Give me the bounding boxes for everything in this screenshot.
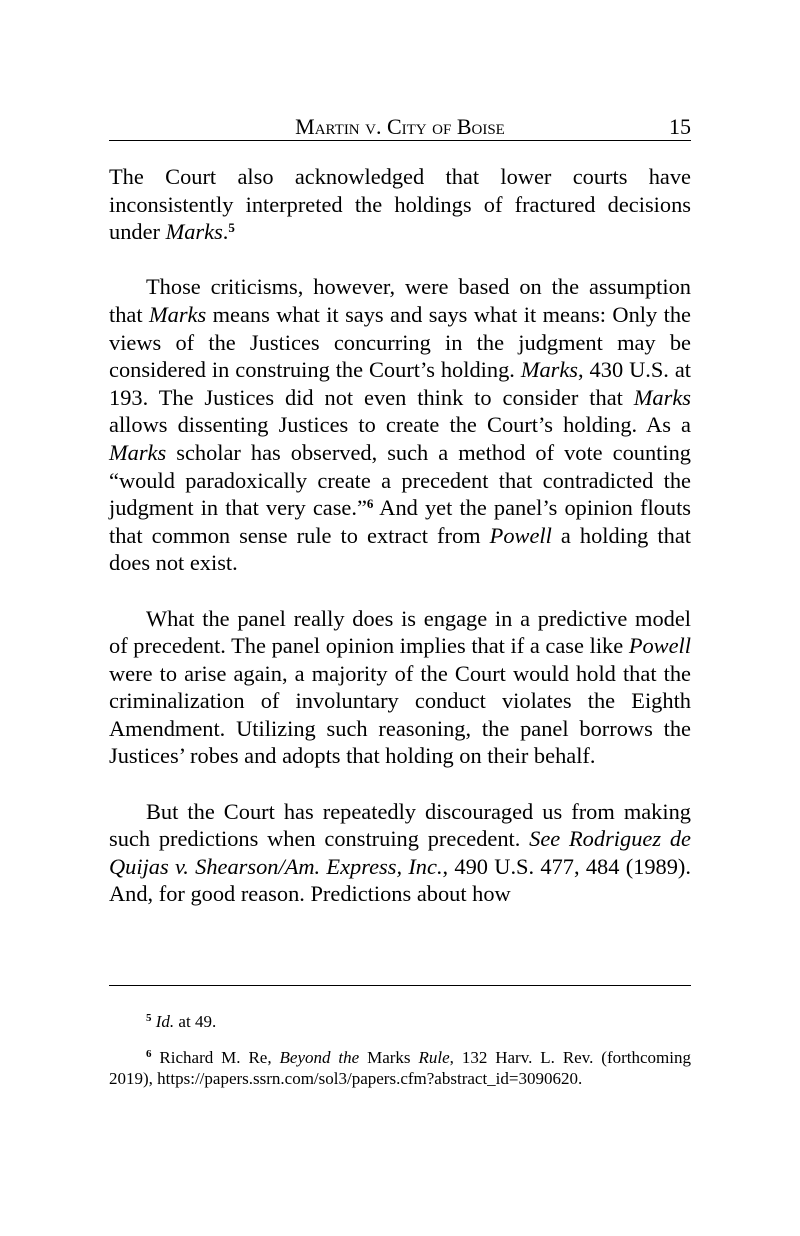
- paragraph-text: allows dissenting Justices to create the Court’s holding. As a: [109, 412, 691, 438]
- paragraph-4: [109, 798, 691, 908]
- footnote-url-link[interactable]: https://papers.ssrn.com/sol3/papers.cfm?abstract_id=3090620: [157, 1069, 578, 1088]
- paragraph-text: .: [222, 219, 229, 245]
- case-citation: See Rodriguez de Quijas v. Shearson/Am. Express, Inc.: [109, 826, 691, 879]
- case-name: Powell: [628, 633, 691, 659]
- footnote-divider: [109, 985, 691, 986]
- case-name: Powell: [489, 522, 552, 548]
- opinion-body: [109, 163, 691, 936]
- paragraph-3: [109, 605, 691, 771]
- paragraph-2: [109, 273, 691, 577]
- paragraph-text: , 430 U.S. at 193. The Justices did not even think to consider that: [109, 357, 691, 410]
- paragraph-text: a holding that does not exist.: [109, 522, 691, 576]
- paragraph-text: , 490 U.S. 477, 484 (1989). And, for good reason. Predictions about how: [109, 853, 691, 907]
- footnote-5: [109, 1011, 691, 1033]
- case-name: Marks: [149, 301, 207, 327]
- footnote-text: .: [577, 1069, 583, 1088]
- footnote-ref-6[interactable]: 6: [366, 495, 374, 511]
- paragraph-text: scholar has observed, such a method of vote counting “would paradoxically create a precedent that contradicted the judgment in that very case.”: [109, 439, 691, 521]
- footnote-text: , 132 Harv. L. Rev. (forthcoming 2019),: [109, 1047, 691, 1088]
- paragraph-text: were to arise again, a majority of the Court would hold that the criminalization of involuntary conduct violates the Eighth Amendment. Utilizing such reasoning, the panel borrows the Justices’ robes and adopts that holding on their behalf.: [109, 660, 691, 769]
- footnote-6: [109, 1047, 691, 1090]
- article-title: Beyond the: [279, 1047, 360, 1067]
- paragraph-1: [109, 163, 691, 246]
- footnote-text: at 49.: [174, 1012, 217, 1031]
- case-name: Marks: [520, 357, 579, 383]
- page-number: 15: [669, 114, 691, 139]
- footnote-ref-5[interactable]: 5: [228, 220, 235, 236]
- article-title: Marks: [359, 1047, 419, 1067]
- case-name: Marks: [109, 439, 167, 465]
- page-title: Martin v. City of Boise: [295, 114, 505, 139]
- footnote-number: 6: [146, 1047, 152, 1060]
- footnote-number: 5: [146, 1011, 152, 1024]
- paragraph-text: Those criticisms, however, were based on the assumption that: [109, 274, 691, 327]
- paragraph-text: The Court also acknowledged that lower courts have inconsistently interpreted the holdings of fractured decisions under: [109, 164, 691, 245]
- footnote-text: Richard M. Re,: [151, 1047, 280, 1067]
- paragraph-text: And yet the panel’s opinion flouts that common sense rule to extract from: [109, 495, 691, 548]
- paragraph-text: What the panel really does is engage in a predictive model of precedent. The panel opinion implies that if a case like: [109, 605, 691, 659]
- running-header: [109, 112, 691, 141]
- paragraph-text: means what it says and says what it means: Only the views of the Justices concurring in the judgment may be considered in construing the Court’s holding.: [109, 301, 691, 383]
- case-name: Marks: [165, 219, 223, 245]
- paragraph-text: But the Court has repeatedly discouraged us from making such predictions when construing precedent.: [109, 798, 691, 852]
- footnotes: [109, 1011, 691, 1104]
- case-name: Marks: [633, 384, 691, 410]
- footnote-citation: Id.: [155, 1012, 175, 1031]
- article-title: Rule: [418, 1047, 450, 1067]
